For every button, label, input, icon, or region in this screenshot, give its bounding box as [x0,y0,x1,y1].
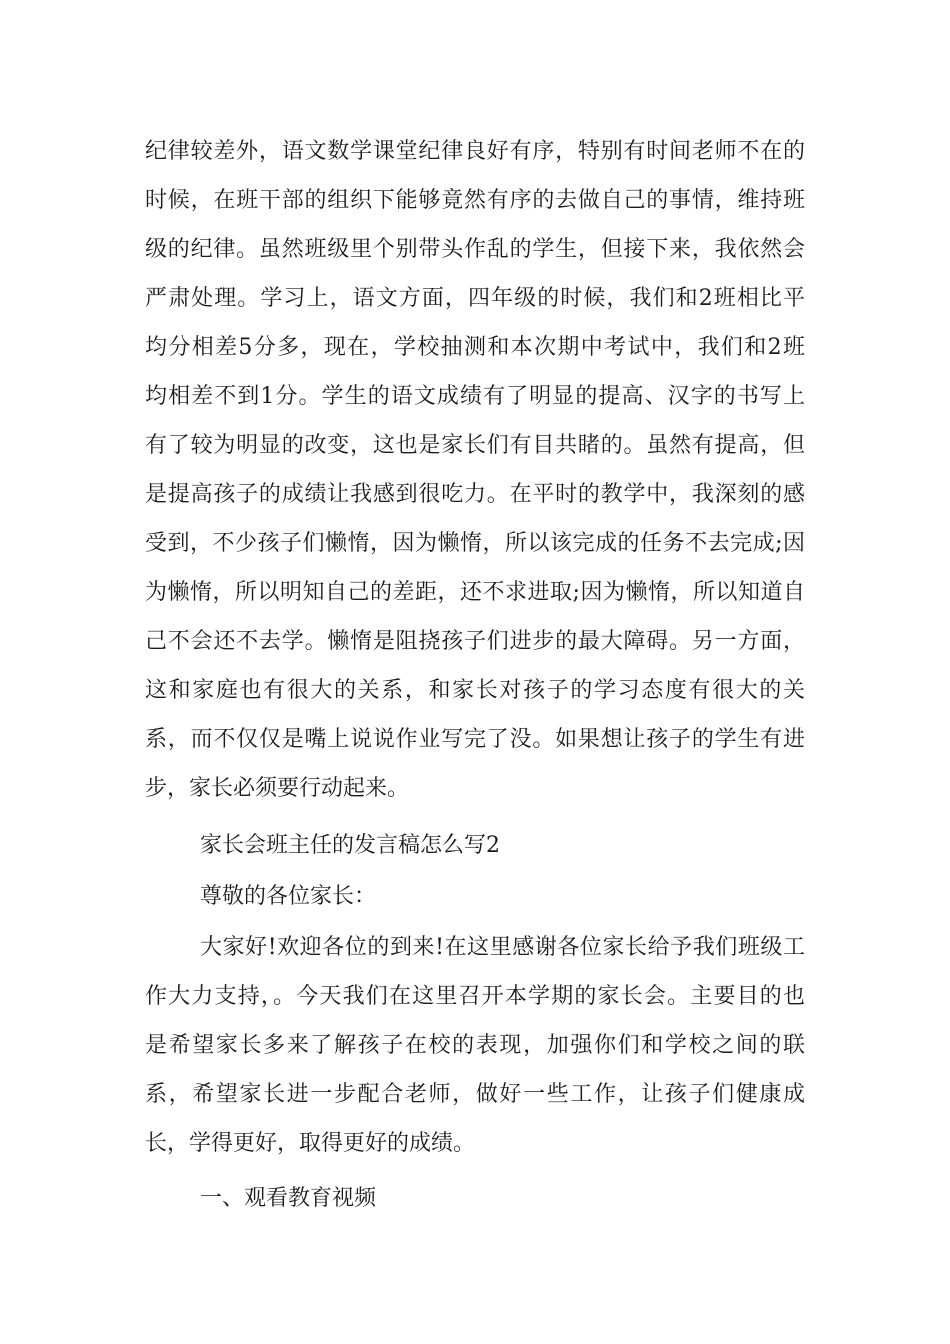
section-heading: 一、观看教育视频 [200,1186,377,1211]
paragraph-line: 为懒惰，所以明知自己的差距，还不求进取;因为懒惰，所以知道自 [145,580,805,605]
paragraph-line: 级的纪律。虽然班级里个别带头作乱的学生，但接下来，我依然会 [145,237,805,262]
paragraph-line: 己不会还不去学。懒惰是阻挠孩子们进步的最大障碍。另一方面， [145,629,805,654]
paragraph-line: 系，希望家长进一步配合老师，做好一些工作，让孩子们健康成 [145,1082,805,1107]
paragraph-line: 步，家长必须要行动起来。 [145,776,410,801]
paragraph-line: 均分相差5分多，现在，学校抽测和本次期中考试中，我们和2班 [145,335,805,360]
paragraph-line: 时候，在班干部的组织下能够竟然有序的去做自己的事情，维持班 [145,188,805,213]
paragraph-line: 大家好!欢迎各位的到来!在这里感谢各位家长给予我们班级工 [200,935,805,960]
paragraph-line: 是提高孩子的成绩让我感到很吃力。在平时的教学中，我深刻的感 [145,482,805,507]
paragraph-line: 纪律较差外，语文数学课堂纪律良好有序，特别有时间老师不在的 [145,139,805,164]
salutation: 尊敬的各位家长： [200,884,377,909]
paragraph-line: 这和家庭也有很大的关系，和家长对孩子的学习态度有很大的关 [145,678,805,703]
paragraph-line: 有了较为明显的改变，这也是家长们有目共睹的。虽然有提高，但 [145,433,805,458]
paragraph-line: 均相差不到1分。学生的语文成绩有了明显的提高、汉字的书写上 [145,384,805,409]
paragraph-line: 严肃处理。学习上，语文方面，四年级的时候，我们和2班相比平 [145,286,805,311]
paragraph-line: 系，而不仅仅是嘴上说说作业写完了没。如果想让孩子的学生有进 [145,727,805,752]
section-title: 家长会班主任的发言稿怎么写2 [200,833,500,858]
paragraph-line: 作大力支持，。今天我们在这里召开本学期的家长会。主要目的也 [145,984,805,1009]
paragraph-line: 是希望家长多来了解孩子在校的表现，加强你们和学校之间的联 [145,1033,805,1058]
paragraph-line: 长，学得更好，取得更好的成绩。 [145,1131,476,1156]
paragraph-line: 受到，不少孩子们懒惰，因为懒惰，所以该完成的任务不去完成;因 [145,531,805,556]
